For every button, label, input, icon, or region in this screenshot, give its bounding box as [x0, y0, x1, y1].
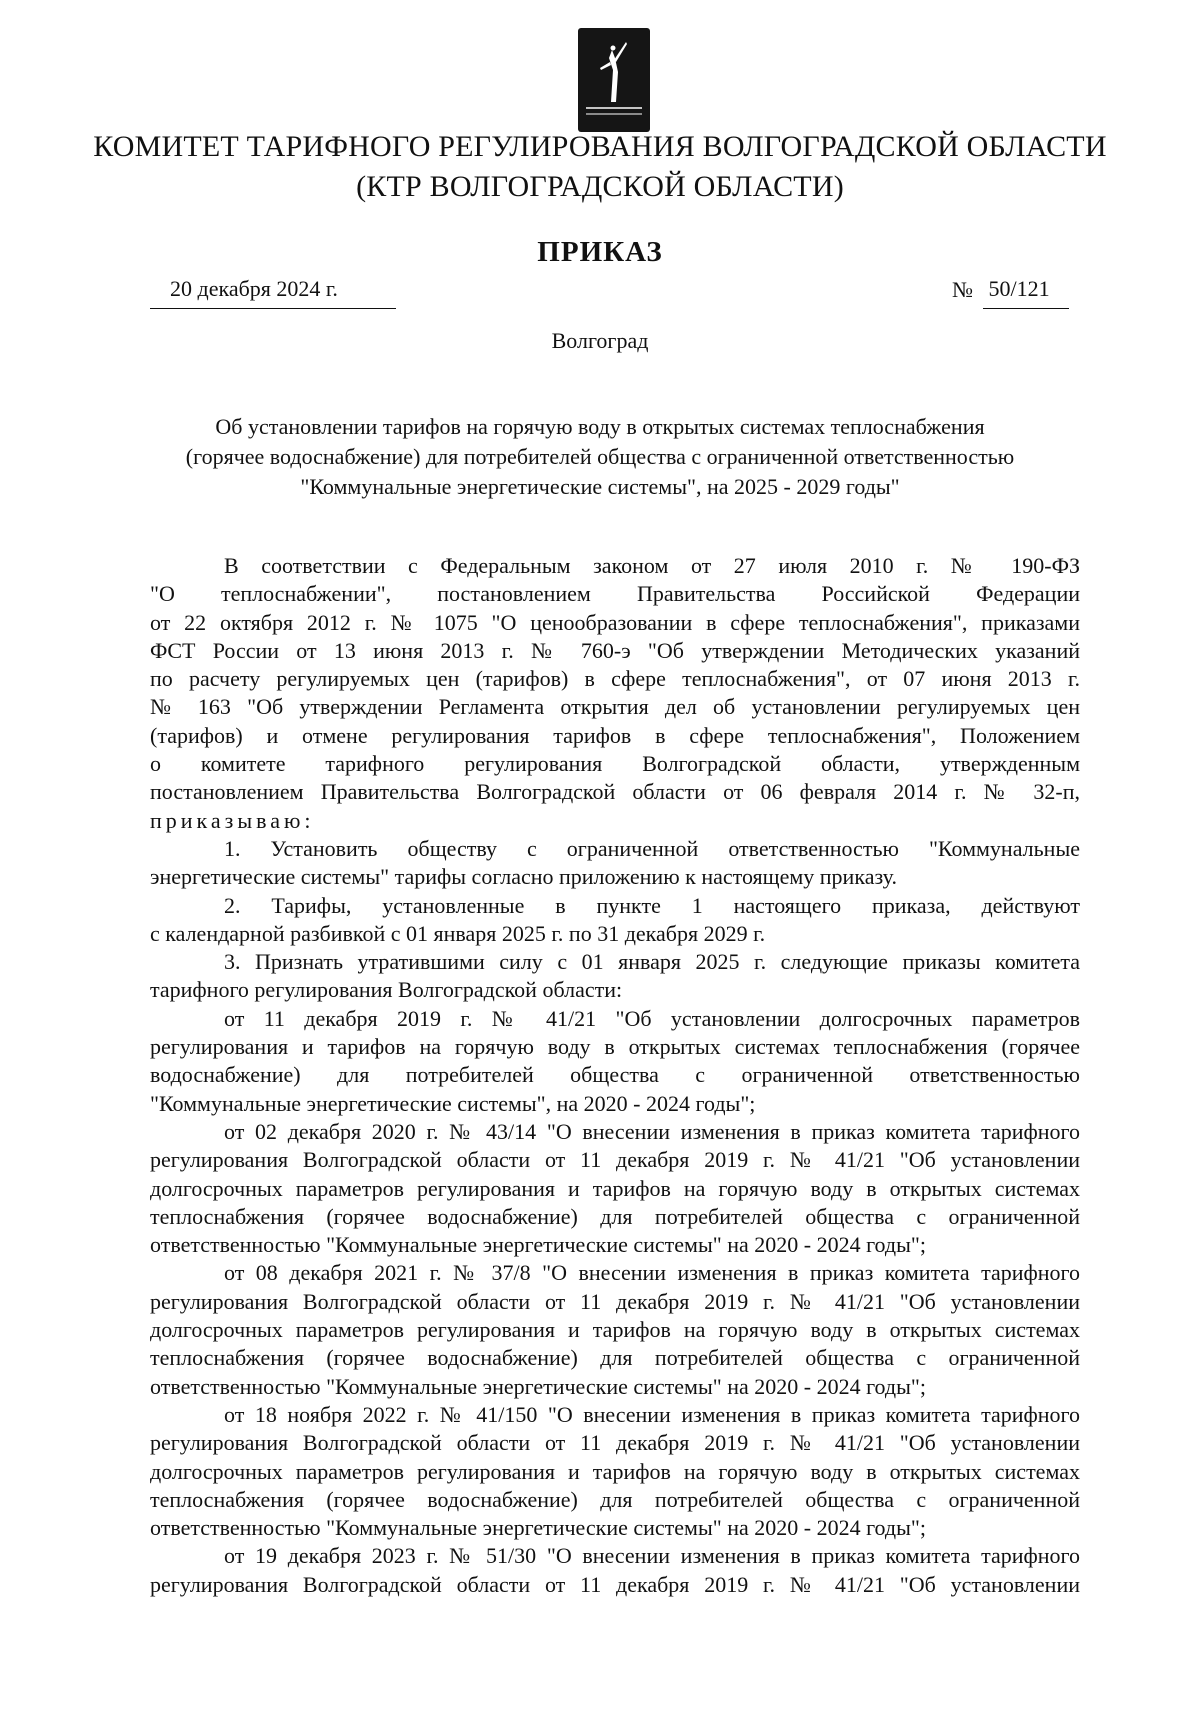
body-line: теплоснабжения (горячее водоснабжение) для потребителей общества с ограниченной	[150, 1486, 1080, 1512]
number-sign: №	[952, 277, 973, 302]
body-line: водоснабжение) для потребителей общества с ограниченной ответственностью	[150, 1062, 1080, 1088]
repealed-order-2020	[150, 1118, 1080, 1259]
document-title	[150, 412, 1050, 502]
body-line: (тарифов) и отмене регулирования тарифов в сфере теплоснабжения", Положением	[150, 722, 1080, 748]
order-item-2	[150, 892, 1080, 949]
body-line: долгосрочных параметров регулирования и тарифов на горячую воду в открытых системах	[150, 1458, 1080, 1484]
body-line: от 02 декабря 2020 г. № 43/14 "О внесении изменения в приказ комитета тарифного	[224, 1118, 1080, 1144]
title-line: (горячее водоснабжение) для потребителей общества с ограниченной ответственностью	[185, 444, 1015, 469]
preamble-paragraph	[150, 552, 1080, 835]
title-line: "Коммунальные энергетические системы", на 2025 - 2029 годы"	[300, 474, 900, 499]
body-line: от 19 декабря 2023 г. № 51/30 "О внесении изменения в приказ комитета тарифного	[224, 1543, 1080, 1569]
repealed-order-2021	[150, 1259, 1080, 1400]
body-line: "О теплоснабжении", постановлением Правительства Российской Федерации	[150, 581, 1080, 607]
title-line: Об установлении тарифов на горячую воду в открытых системах теплоснабжения	[215, 414, 985, 439]
body-line: теплоснабжения (горячее водоснабжение) для потребителей общества с ограниченной	[150, 1345, 1080, 1371]
body-line: ответственностью "Коммунальные энергетические системы" на 2020 - 2024 годы";	[150, 1373, 926, 1399]
number-value: 50/121	[983, 276, 1069, 309]
order-keyword: приказываю:	[150, 807, 315, 833]
body-line: энергетические системы" тарифы согласно приложению к настоящему приказу.	[150, 864, 897, 890]
body-line: 3. Признать утратившими силу с 01 января 2025 г. следующие приказы комитета	[224, 949, 1080, 975]
document-city: Волгоград	[551, 328, 649, 353]
volgograd-emblem-icon	[578, 28, 650, 132]
body-line: 1. Установить обществу с ограниченной ответственностью "Коммунальные	[224, 835, 1080, 861]
body-line: ответственностью "Коммунальные энергетические системы" на 2020 - 2024 годы";	[150, 1515, 926, 1541]
document-date: 20 декабря 2024 г.	[150, 276, 396, 309]
repealed-order-2019	[150, 1005, 1080, 1118]
body-line: № 163 "Об утверждении Регламента открытия дел об установлении регулируемых цен	[150, 694, 1080, 720]
body-line: регулирования Волгоградской области от 11 декабря 2019 г. № 41/21 "Об установлении	[150, 1147, 1080, 1173]
body-line: от 08 декабря 2021 г. № 37/8 "О внесении изменения в приказ комитета тарифного	[224, 1260, 1080, 1286]
body-line: регулирования Волгоградской области от 11 декабря 2019 г. № 41/21 "Об установлении	[150, 1571, 1080, 1597]
body-line: долгосрочных параметров регулирования и тарифов на горячую воду в открытых системах	[150, 1317, 1080, 1343]
document-number	[952, 276, 1069, 309]
org-name-line1: КОМИТЕТ ТАРИФНОГО РЕГУЛИРОВАНИЯ ВОЛГОГРАДСКОЙ ОБЛАСТИ	[93, 130, 1107, 163]
body-line: теплоснабжения (горячее водоснабжение) для потребителей общества с ограниченной	[150, 1203, 1080, 1229]
org-name-line2: (КТР ВОЛГОГРАДСКОЙ ОБЛАСТИ)	[356, 170, 844, 203]
body-line: регулирования Волгоградской области от 11 декабря 2019 г. № 41/21 "Об установлении	[150, 1288, 1080, 1314]
body-line: "Коммунальные энергетические системы", на 2020 - 2024 годы";	[150, 1090, 756, 1116]
body-line: о комитете тарифного регулирования Волгоградской области, утвержденным	[150, 751, 1080, 777]
body-line: тарифного регулирования Волгоградской области:	[150, 977, 623, 1003]
body-line: 2. Тарифы, установленные в пункте 1 настоящего приказа, действуют	[224, 892, 1080, 918]
body-line: по расчету регулируемых цен (тарифов) в сфере теплоснабжения", от 07 июня 2013 г.	[150, 666, 1080, 692]
repealed-order-2023	[150, 1542, 1080, 1599]
body-line: от 22 октября 2012 г. № 1075 "О ценообразовании в сфере теплоснабжения", приказами	[150, 609, 1080, 635]
document-body	[150, 552, 1080, 1599]
body-line: регулирования Волгоградской области от 11 декабря 2019 г. № 41/21 "Об установлении	[150, 1430, 1080, 1456]
document-type: ПРИКАЗ	[537, 236, 663, 268]
body-line: регулирования и тарифов на горячую воду в открытых системах теплоснабжения (горячее	[150, 1034, 1080, 1060]
body-line: постановлением Правительства Волгоградской области от 06 февраля 2014 г. № 32-п,	[150, 779, 1080, 805]
body-line: ответственностью "Коммунальные энергетические системы" на 2020 - 2024 годы";	[150, 1232, 926, 1258]
body-line: с календарной разбивкой с 01 января 2025 г. по 31 декабря 2029 г.	[150, 920, 766, 946]
body-line: долгосрочных параметров регулирования и тарифов на горячую воду в открытых системах	[150, 1175, 1080, 1201]
body-line: ФСТ России от 13 июня 2013 г. № 760-э "Об утверждении Методических указаний	[150, 637, 1080, 663]
body-line: В соответствии с Федеральным законом от 27 июля 2010 г. № 190-ФЗ	[224, 553, 1080, 578]
repealed-order-2022	[150, 1401, 1080, 1542]
body-line: от 11 декабря 2019 г. № 41/21 "Об установлении долгосрочных параметров	[224, 1005, 1080, 1031]
order-item-3	[150, 948, 1080, 1005]
body-line: от 18 ноября 2022 г. № 41/150 "О внесении изменения в приказ комитета тарифного	[224, 1401, 1080, 1427]
order-item-1	[150, 835, 1080, 892]
